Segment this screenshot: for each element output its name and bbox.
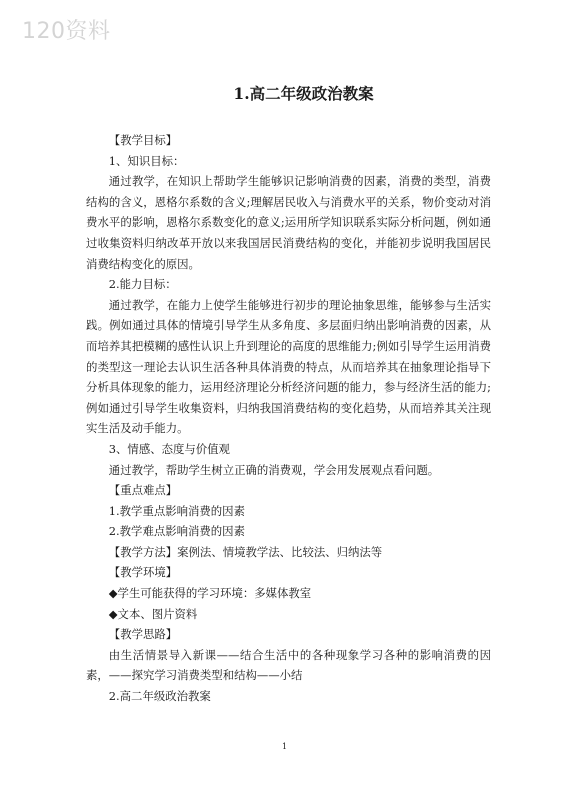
subheading-values: 3、情感、态度与价值观 <box>108 441 230 456</box>
section-heading-environment: 【教学环境】 <box>108 565 178 580</box>
paragraph-approach: 由生活情景导入新课——结合生活中的各种现象学习各种的影响消费的因素，——探究学习消费类型和结构——小结 <box>86 647 491 683</box>
paragraph-values: 通过教学，帮助学生树立正确的消费观，学会用发展观点看问题。 <box>108 462 440 477</box>
section-heading-key-points: 【重点难点】 <box>108 483 178 498</box>
list-item-materials: ◆文本、图片资料 <box>108 606 198 621</box>
document-title: 1.高二年级政治教案 <box>233 84 374 103</box>
section-methods: 【教学方法】案例法、情境教学法、比较法、归纳法等 <box>108 544 383 559</box>
watermark: 120资料 <box>22 19 111 44</box>
document-body <box>86 130 491 707</box>
subheading-knowledge: 1、知识目标： <box>108 153 185 168</box>
list-item-environment: ◆学生可能获得的学习环境：多媒体教室 <box>108 586 312 601</box>
list-item-key-point: 1.教学重点影响消费的因素 <box>108 503 245 518</box>
page-number: 1 <box>281 742 288 751</box>
paragraph-knowledge: 通过教学，在知识上帮助学生能够识记影响消费的因素，消费的类型，消费结构的含义，恩格尔系数的含义;理解居民收入与消费水平的关系，物价变动对消费水平的影响，恩格尔系数变化的意义;运用所学知识联系实际分析问题，例如通过收集资料归纳改革开放以来我国居民消费结构的变化，并能初步说明我国居民消费结构变化的原因。 <box>86 174 491 271</box>
subheading-ability: 2.能力目标： <box>108 277 177 292</box>
list-item-difficulty: 2.教学难点影响消费的因素 <box>108 524 245 539</box>
next-lesson-title: 2.高二年级政治教案 <box>108 689 211 704</box>
paragraph-ability: 通过教学，在能力上使学生能够进行初步的理论抽象思维，能够参与生活实践。例如通过具体的情境引导学生从多角度、多层面归纳出影响消费的因素，从而培养其把模糊的感性认识上升到理论的高度的思维能力;例如引导学生运用消费的类型这一理论去认识生活各种具体消费的特点，从而培养其在抽象理论指导下分析具体现象的能力，运用经济理论分析经济问题的能力，参与经济生活的能力;例如通过引导学生收集资料，归纳我国消费结构的变化趋势，从而培养其关注现实生活及动手能力。 <box>86 297 491 436</box>
section-heading-approach: 【教学思路】 <box>108 627 178 642</box>
section-heading-objectives: 【教学目标】 <box>108 133 178 147</box>
